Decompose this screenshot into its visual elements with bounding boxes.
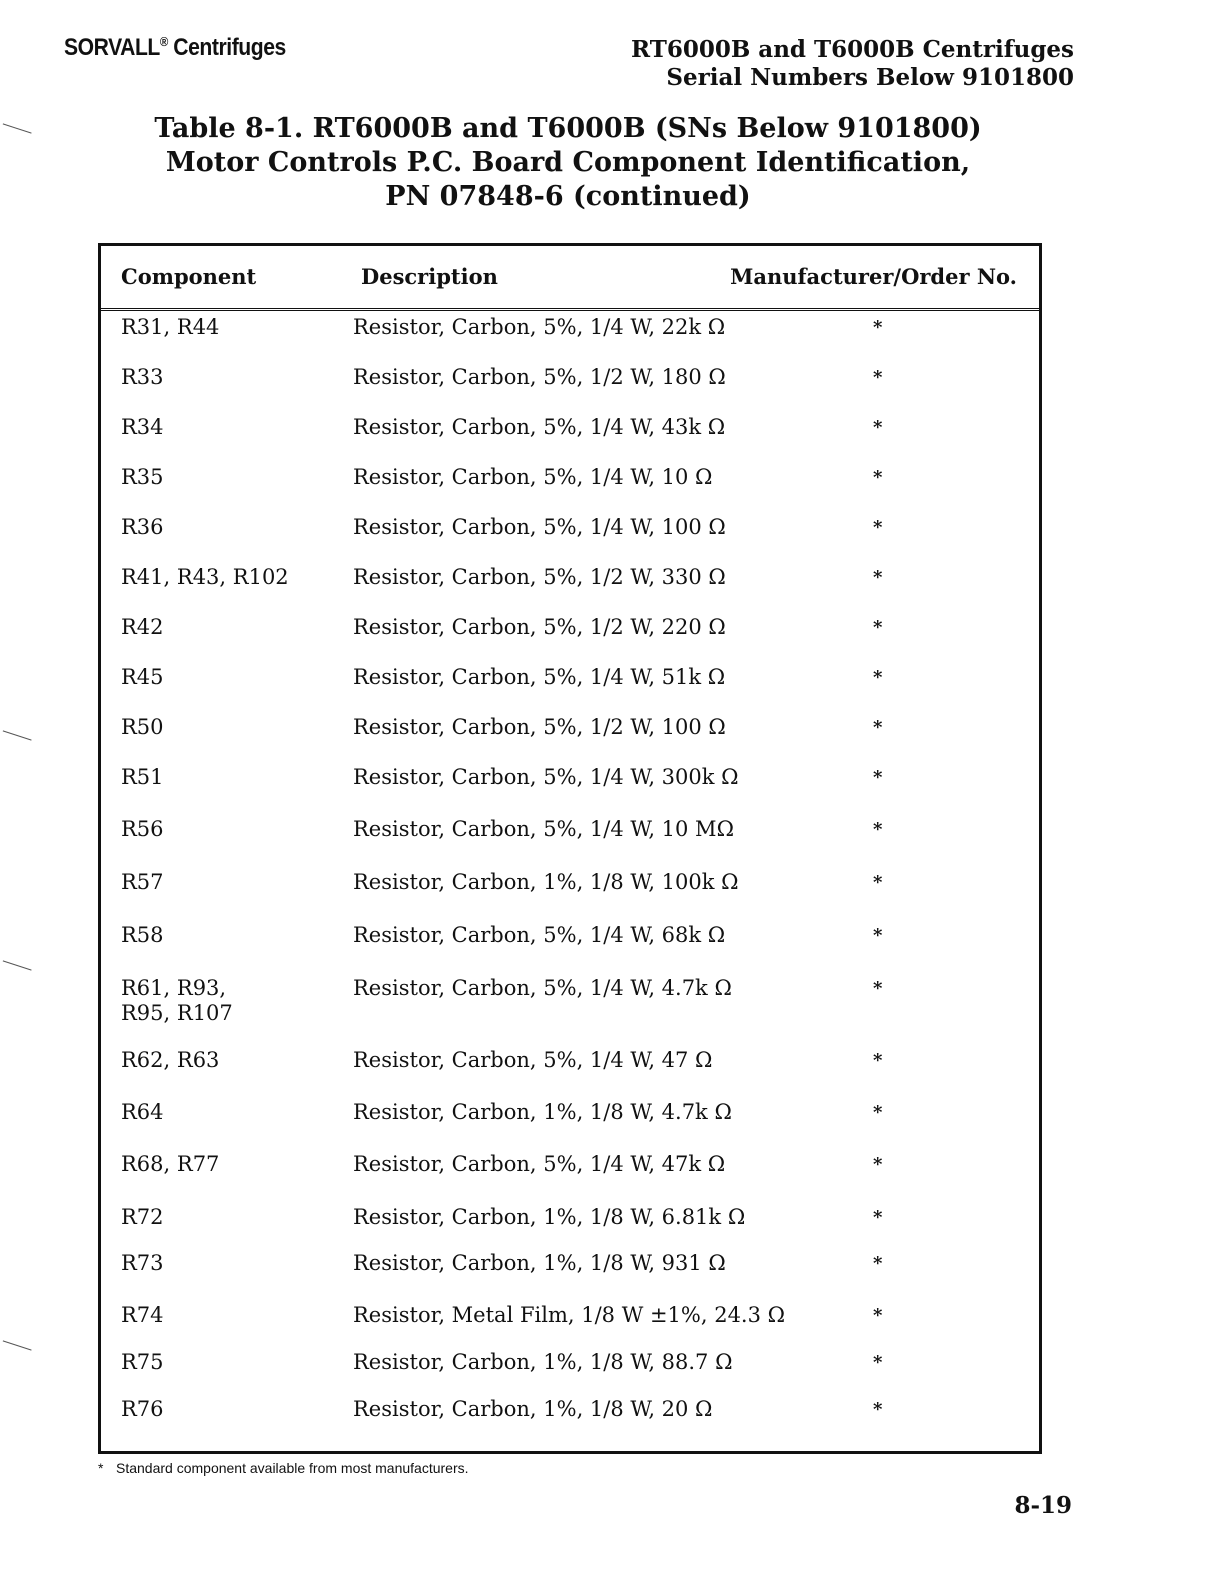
description-cell: Resistor, Carbon, 5%, 1/4 W, 10 MΩ [353, 817, 734, 841]
margin-mark [2, 960, 31, 971]
manufacturer-cell: * [873, 567, 883, 588]
component-cell: R72 [121, 1205, 164, 1229]
component-cell: R68, R77 [121, 1152, 220, 1176]
component-cell: R58 [121, 923, 164, 947]
description-cell: Resistor, Carbon, 5%, 1/4 W, 43k Ω [353, 415, 726, 439]
description-cell: Resistor, Carbon, 5%, 1/2 W, 180 Ω [353, 365, 726, 389]
footnote [98, 1460, 469, 1476]
column-header-component: Component [121, 264, 257, 289]
registered-mark: ® [159, 34, 168, 49]
component-cell: R75 [121, 1350, 164, 1374]
component-cell: R41, R43, R102 [121, 565, 289, 589]
table-title [0, 112, 1136, 214]
component-cell: R57 [121, 870, 164, 894]
description-cell: Resistor, Carbon, 5%, 1/2 W, 220 Ω [353, 615, 726, 639]
manufacturer-cell: * [873, 1305, 883, 1326]
description-cell: Resistor, Carbon, 1%, 1/8 W, 4.7k Ω [353, 1100, 732, 1124]
description-cell: Resistor, Carbon, 5%, 1/4 W, 47k Ω [353, 1152, 726, 1176]
description-cell: Resistor, Carbon, 5%, 1/4 W, 47 Ω [353, 1048, 713, 1072]
column-header-description: Description [361, 264, 498, 289]
component-cell: R36 [121, 515, 164, 539]
manufacturer-cell: * [873, 1352, 883, 1373]
manufacturer-cell: * [873, 925, 883, 946]
description-cell: Resistor, Carbon, 1%, 1/8 W, 6.81k Ω [353, 1205, 746, 1229]
manufacturer-cell: * [873, 317, 883, 338]
component-cell: R31, R44 [121, 315, 220, 339]
description-cell: Resistor, Carbon, 5%, 1/4 W, 100 Ω [353, 515, 726, 539]
description-cell: Resistor, Carbon, 5%, 1/2 W, 100 Ω [353, 715, 726, 739]
margin-mark [2, 1340, 31, 1351]
table-title-line-1: Table 8-1. RT6000B and T6000B (SNs Below 9101800) [154, 113, 982, 144]
description-cell: Resistor, Metal Film, 1/8 W ±1%, 24.3 Ω [353, 1303, 786, 1327]
margin-mark [2, 730, 31, 741]
manufacturer-cell: * [873, 417, 883, 438]
description-cell: Resistor, Carbon, 5%, 1/4 W, 51k Ω [353, 665, 726, 689]
manufacturer-cell: * [873, 617, 883, 638]
component-cell: R33 [121, 365, 164, 389]
manufacturer-cell: * [873, 819, 883, 840]
component-cell: R61, R93, R95, R107 [121, 976, 233, 1025]
manufacturer-cell: * [873, 767, 883, 788]
description-cell: Resistor, Carbon, 1%, 1/8 W, 931 Ω [353, 1251, 726, 1275]
column-header-manufacturer: Manufacturer/Order No. [730, 264, 1017, 289]
brand-header [64, 34, 286, 62]
manufacturer-cell: * [873, 517, 883, 538]
description-cell: Resistor, Carbon, 5%, 1/2 W, 330 Ω [353, 565, 726, 589]
component-cell: R64 [121, 1100, 164, 1124]
description-cell: Resistor, Carbon, 5%, 1/4 W, 22k Ω [353, 315, 726, 339]
manufacturer-cell: * [873, 467, 883, 488]
component-cell: R76 [121, 1397, 164, 1421]
component-cell: R73 [121, 1251, 164, 1275]
component-cell: R50 [121, 715, 164, 739]
component-cell: R56 [121, 817, 164, 841]
component-cell: R51 [121, 765, 164, 789]
header-title: RT6000B and T6000B Centrifuges [631, 36, 1074, 63]
component-cell: R42 [121, 615, 164, 639]
manufacturer-cell: * [873, 978, 883, 999]
component-cell: R45 [121, 665, 164, 689]
manufacturer-cell: * [873, 1102, 883, 1123]
description-cell: Resistor, Carbon, 5%, 1/4 W, 10 Ω [353, 465, 713, 489]
component-cell: R35 [121, 465, 164, 489]
description-cell: Resistor, Carbon, 1%, 1/8 W, 20 Ω [353, 1397, 713, 1421]
table-title-line-2: Motor Controls P.C. Board Component Identification, [165, 147, 971, 178]
document-header [631, 36, 1074, 92]
footnote-mark: * [98, 1460, 104, 1476]
description-cell: Resistor, Carbon, 1%, 1/8 W, 88.7 Ω [353, 1350, 733, 1374]
description-cell: Resistor, Carbon, 1%, 1/8 W, 100k Ω [353, 870, 739, 894]
manufacturer-cell: * [873, 1207, 883, 1228]
manufacturer-cell: * [873, 367, 883, 388]
brand-name: SORVALL [64, 34, 160, 61]
brand-suffix: Centrifuges [167, 34, 286, 61]
manufacturer-cell: * [873, 872, 883, 893]
manufacturer-cell: * [873, 717, 883, 738]
description-cell: Resistor, Carbon, 5%, 1/4 W, 4.7k Ω [353, 976, 732, 1000]
component-table [98, 243, 1042, 1454]
description-cell: Resistor, Carbon, 5%, 1/4 W, 300k Ω [353, 765, 739, 789]
manufacturer-cell: * [873, 1154, 883, 1175]
component-cell: R34 [121, 415, 164, 439]
page-number: 8-19 [1014, 1492, 1072, 1519]
manufacturer-cell: * [873, 667, 883, 688]
footnote-text: Standard component available from most manufacturers. [116, 1460, 469, 1476]
manufacturer-cell: * [873, 1050, 883, 1071]
table-title-line-3: PN 07848-6 (continued) [385, 181, 751, 212]
header-subtitle: Serial Numbers Below 9101800 [666, 64, 1074, 91]
description-cell: Resistor, Carbon, 5%, 1/4 W, 68k Ω [353, 923, 726, 947]
manufacturer-cell: * [873, 1253, 883, 1274]
table-header [101, 246, 1039, 311]
manufacturer-cell: * [873, 1399, 883, 1420]
component-cell: R62, R63 [121, 1048, 220, 1072]
component-cell: R74 [121, 1303, 164, 1327]
